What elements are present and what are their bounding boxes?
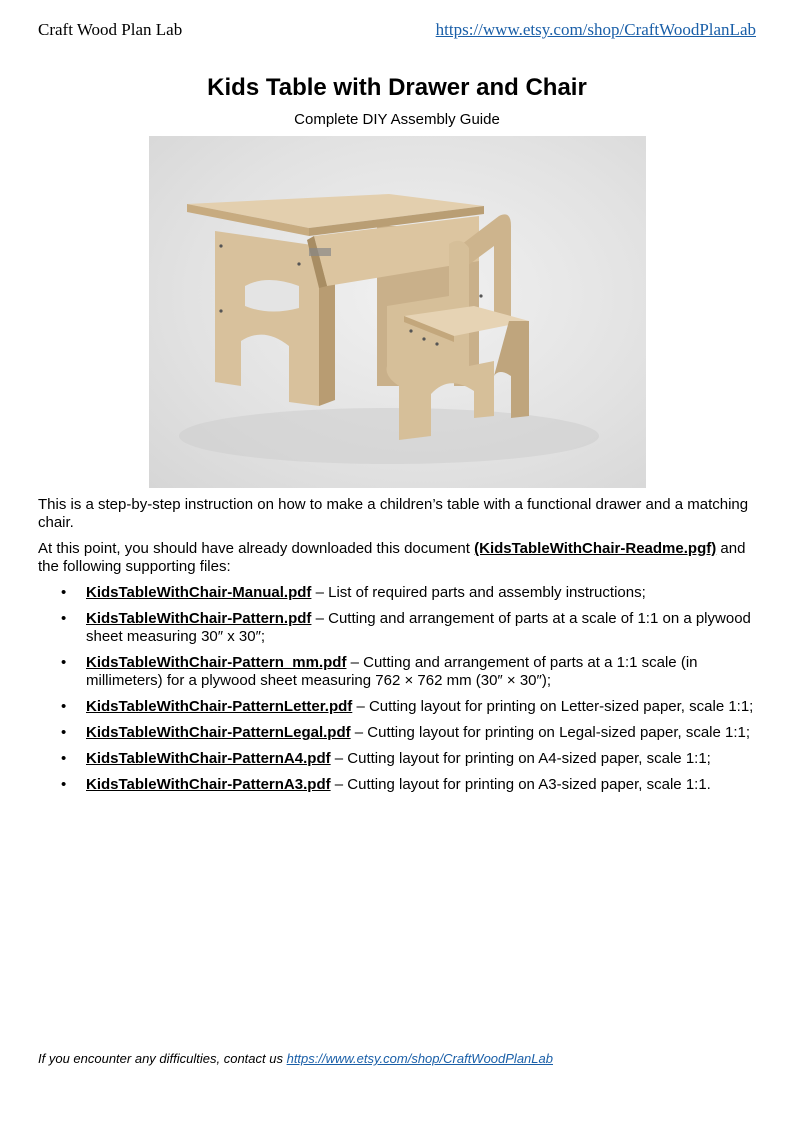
file-description: – Cutting layout for printing on A3-sized paper, scale 1:1.: [330, 776, 711, 793]
downloaded-after: and the following supporting files:: [38, 540, 746, 575]
intro-paragraph: This is a step-by-step instruction on how to make a children’s table with a functional drawer and a matching chair.: [38, 496, 749, 531]
shop-link[interactable]: https://www.etsy.com/shop/CraftWoodPlanLab: [435, 20, 756, 39]
list-item: [86, 776, 758, 794]
file-link[interactable]: KidsTableWithChair-Manual.pdf: [86, 584, 312, 601]
page-title: Kids Table with Drawer and Chair: [207, 74, 587, 101]
list-item: [86, 698, 758, 716]
downloaded-before: At this point, you should have already downloaded this document: [38, 540, 475, 557]
list-item: [86, 584, 758, 602]
file-description: – Cutting and arrangement of parts at a 1:1 scale (in millimeters) for a plywood sheet measuring 762 × 762 mm (30″ × 30″);: [86, 654, 698, 689]
file-description: – List of required parts and assembly instructions;: [311, 584, 646, 601]
readme-link[interactable]: (KidsTableWithChair-Readme.pgf): [474, 540, 717, 557]
footer-contact-link[interactable]: https://www.etsy.com/shop/CraftWoodPlanLab: [286, 1051, 553, 1066]
file-description: – Cutting layout for printing on A4-sized paper, scale 1:1;: [330, 750, 711, 767]
page-subtitle: Complete DIY Assembly Guide: [294, 111, 500, 128]
downloaded-paragraph: [38, 540, 758, 576]
list-item: [86, 750, 758, 768]
product-photo: [149, 136, 646, 488]
document-body: [38, 496, 758, 802]
page-footer: [38, 1051, 553, 1066]
file-link[interactable]: KidsTableWithChair-PatternA4.pdf: [86, 750, 331, 767]
file-link[interactable]: KidsTableWithChair-PatternLetter.pdf: [86, 698, 353, 715]
file-link[interactable]: KidsTableWithChair-Pattern.pdf: [86, 610, 312, 627]
table-and-chair-illustration: [149, 136, 646, 488]
page-header: [38, 20, 756, 40]
file-description: – Cutting layout for printing on Letter-sized paper, scale 1:1;: [352, 698, 754, 715]
file-link[interactable]: KidsTableWithChair-PatternA3.pdf: [86, 776, 331, 793]
list-item: [86, 610, 758, 646]
list-item: [86, 724, 758, 742]
list-item: [86, 654, 758, 690]
file-link[interactable]: KidsTableWithChair-PatternLegal.pdf: [86, 724, 351, 741]
brand-name: Craft Wood Plan Lab: [38, 20, 183, 39]
file-link[interactable]: KidsTableWithChair-Pattern_mm.pdf: [86, 654, 347, 671]
file-description: – Cutting layout for printing on Legal-sized paper, scale 1:1;: [350, 724, 751, 741]
footer-text: If you encounter any difficulties, contact us: [38, 1051, 287, 1066]
file-description: – Cutting and arrangement of parts at a scale of 1:1 on a plywood sheet measuring 30″ x 30″;: [86, 610, 751, 645]
file-list: [38, 584, 758, 794]
